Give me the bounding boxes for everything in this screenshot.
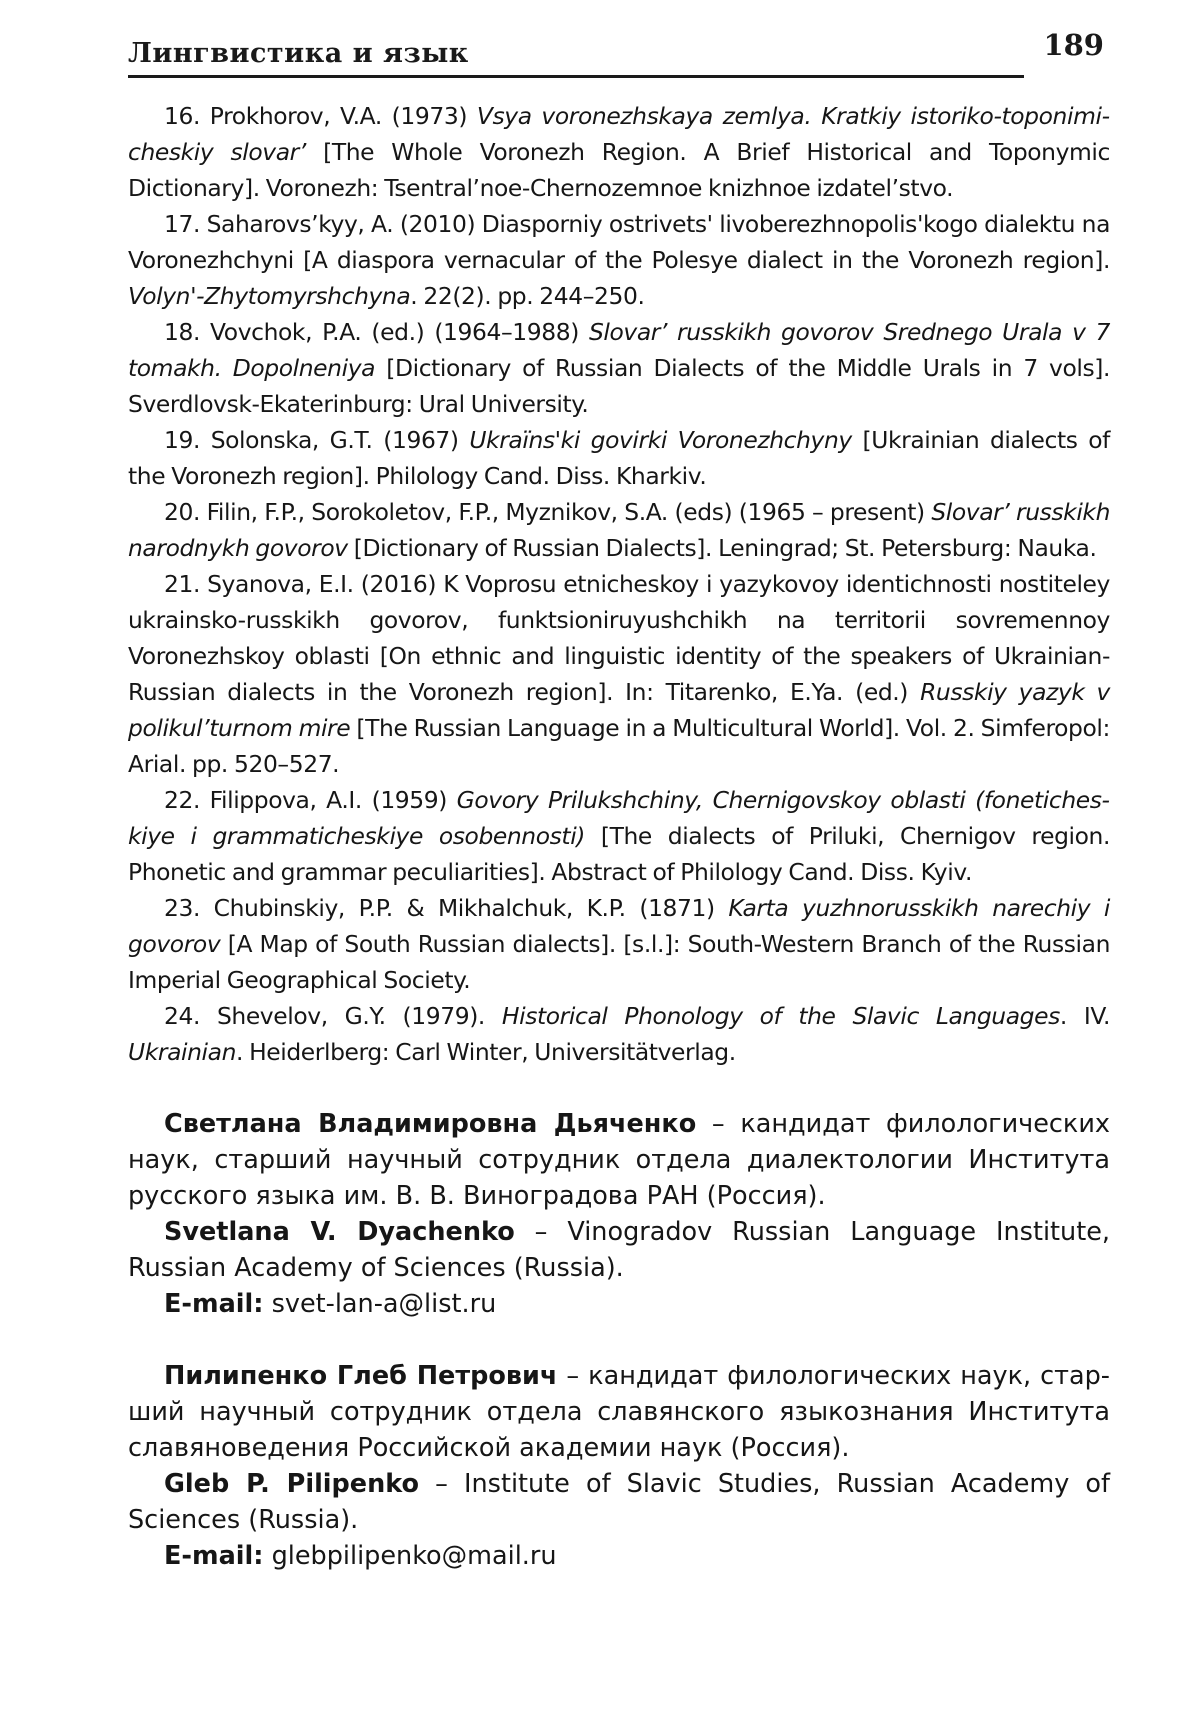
author-1-ru: Светлана Владимировна Дьяченко – кандидат филологических наук, старший научный сотрудник отдела диалектологии Института русского языка им. В. В. Виноградова РАН (Россия). [128, 1109, 1110, 1211]
bio-spacer [128, 1322, 1110, 1358]
author-2-email: E-mail: glebpilipenko@mail.ru [164, 1541, 557, 1571]
author-2-ru-name: Пилипенко Глеб Петрович [164, 1361, 558, 1391]
page-number: 189 [1043, 28, 1104, 62]
author-1-email-address[interactable]: svet-lan-a@list.ru [263, 1289, 497, 1319]
reference-20: 20. Filin, F.P., Sorokoletov, F.P., Myznikov, S.A. (eds) (1965 – present) Slovar’ russkikh narodnykh govorov [Dictionary of Russian Dialects]. Leningrad; St. Petersburg: Nauka. [128, 498, 1111, 562]
reference-18: 18. Vovchok, P.A. (ed.) (1964–1988) Slovar’ russkikh govorov Srednego Urala v 7 tomakh. Dopolneniya [Dictionary of Russian Dialects of the Middle Urals in 7 vols]. Sverdlovsk-Ekaterinburg: Ural University. [128, 318, 1111, 418]
reference-16: 16. Prokhorov, V.A. (1973) Vsya voronezhskaya zemlya. Kratkiy istoriko-toponimicheskiy slovar’ [The Whole Voronezh Region. A Brief Historical and Toponymic Dictionary]. Voronezh: Tsentral’noe-Chernozemnoe knizhnoe izdatel’stvo. [128, 102, 1111, 202]
reference-19: 19. Solonska, G.T. (1967) Ukraїns'ki govirki Voronezhchyny [Ukrainian dialects of the Voronezh region]. Philology Cand. Diss. Kharkiv. [128, 426, 1110, 490]
reference-22: 22. Filippova, A.I. (1959) Govory Prilukshchiny, Chernigovskoy oblasti (foneticheskiye i grammaticheskiye osobennosti) [The dialects of Priluki, Chernigov region. Phonetic and grammar peculiarities]. Abstract of Philology Cand. Diss. Kyiv. [128, 786, 1110, 886]
reference-list [128, 98, 1110, 1070]
author-2-email-address[interactable]: glebpilipenko@mail.ru [263, 1541, 557, 1571]
reference-23: 23. Chubinskiy, P.P. & Mikhalchuk, K.P. (1871) Karta yuzhnorusskikh narechiy i govorov [A Map of South Russian dialects]. [s.l.]: South-Western Branch of the Russian Imperial Geographical Society. [128, 894, 1110, 994]
author-1-en: Svetlana V. Dyachenko – Vinogradov Russian Language Institute, Russian Academy of Sciences (Russia). [128, 1217, 1110, 1283]
reference-21: 21. Syanova, E.I. (2016) K Voprosu etnicheskoy i yazykovoy identichnosti nostiteley ukrainsko-russkikh govorov, funktsioniruyushchikh na territorii sovremennoy Voronezhskoy oblasti [On ethnic and linguistic identity of the speakers of Ukrainian-Russian dialects in the Voronezh region]. In: Titarenko, E.Ya. (ed.) Russkiy yazyk v polikul’turnom mire [The Russian Language in a Multicultural World]. Vol. 2. Simferopol: Arial. pp. 520–527. [128, 570, 1110, 778]
author-2-ru: Пилипенко Глеб Петрович – кандидат филологических наук, старший научный сотрудник отдела славянского языкознания Института славяноведения Российской академии наук (Россия). [128, 1361, 1110, 1463]
author-info-1 [128, 1106, 1110, 1574]
reference-17: 17. Saharovs’kyy, A. (2010) Diasporniy ostrivets' livoberezhnopolis'kogo dialektu na Voronezhchyni [A diaspora vernacular of the Polesye dialect in the Voronezh region]. Volyn'-Zhytomyrshchyna. 22(2). pp. 244–250. [128, 210, 1110, 310]
reference-24: 24. Shevelov, G.Y. (1979). Historical Phonology of the Slavic Languages. IV. Ukrainian. Heiderlberg: Carl Winter, Universitätverlag. [128, 1002, 1110, 1066]
header-rule [128, 75, 1024, 78]
author-1-ru-name: Светлана Владимировна Дьяченко [164, 1109, 697, 1139]
page-header [128, 24, 1104, 80]
author-2-en: Gleb P. Pilipenko – Institute of Slavic Studies, Russian Academy of Sciences (Russia). [128, 1469, 1110, 1535]
running-title: Лингвистика и язык [128, 38, 469, 69]
author-2-en-name: Gleb P. Pilipenko [164, 1469, 420, 1499]
author-1-en-name: Svetlana V. Dyachenko [164, 1217, 515, 1247]
author-1-email: E-mail: svet-lan-a@list.ru [164, 1289, 497, 1319]
page-content [128, 98, 1110, 1574]
